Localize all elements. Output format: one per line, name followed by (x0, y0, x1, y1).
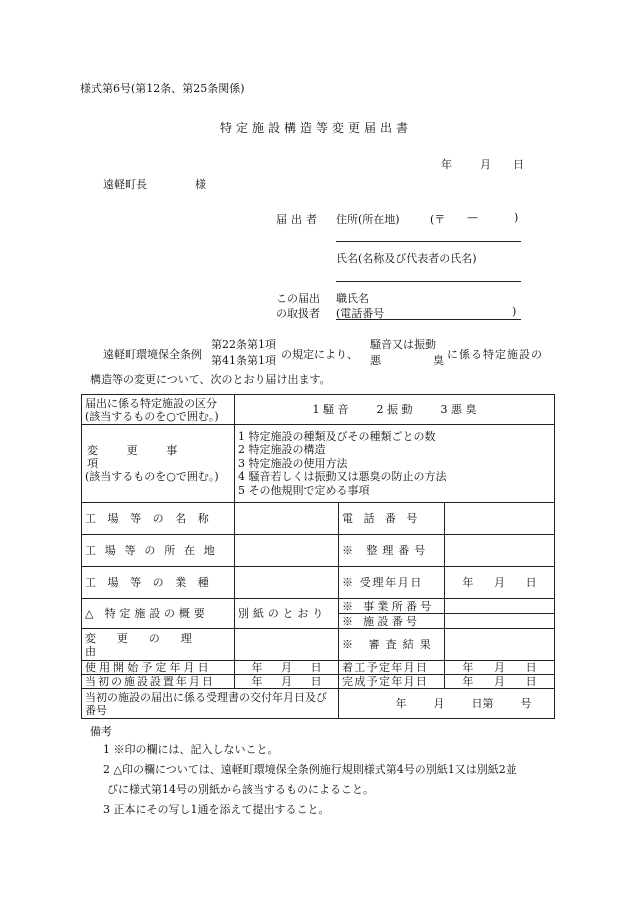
category-label-cell (82, 395, 235, 425)
completion-date-field[interactable] (445, 675, 555, 689)
ymd-month: 月 (493, 661, 505, 674)
form-number: 様式第6号(第12条、第25条関係) (80, 82, 245, 95)
notification-table (81, 394, 555, 719)
category-circle-note: (該当するものを○で囲む。) (85, 409, 219, 423)
original-install-field[interactable] (235, 675, 339, 689)
change-reason-field[interactable] (235, 629, 339, 661)
intro-article-2: 第41条第1項 (211, 354, 276, 367)
review-result-label: ※ 審査結果 (339, 629, 445, 661)
change-label-cell (82, 425, 235, 503)
table-row (82, 395, 555, 425)
table-row (82, 689, 555, 719)
factory-business-field[interactable] (235, 567, 339, 599)
table-row (82, 535, 555, 567)
addressee: 遠軽町長 (103, 178, 147, 191)
option-vibration[interactable]: 2 振 動 (376, 403, 413, 416)
intro-type-2a: 悪 (370, 354, 381, 367)
use-start-label: 使用開始予定年月日 (82, 661, 235, 675)
change-reason-label: 変更の理由 (82, 629, 235, 661)
handler-phone-close: ) (512, 305, 517, 318)
note-item: びに様式第14号の別紙から該当するものによること。 (107, 783, 374, 796)
ymd-year: 年 (251, 661, 263, 674)
ref-number-label: ※ 整理番号 (339, 535, 445, 567)
facility-number-label: ※ 施設番号 (339, 614, 445, 629)
construction-start-label: 着工予定年月日 (339, 661, 445, 675)
intro-ordinance: 遠軽町環境保全条例 (103, 348, 202, 361)
table-row (82, 599, 555, 614)
notes-list (103, 740, 517, 820)
ref-number-field (445, 535, 555, 567)
option-odor[interactable]: 3 悪 臭 (440, 403, 477, 416)
factory-address-field[interactable] (235, 535, 339, 567)
table-row (82, 503, 555, 535)
intro-suffix: に係る特定施設の (447, 348, 543, 361)
original-install-label: 当初の施設設置年月日 (82, 675, 235, 689)
intro-line-2: 構造等の変更について、次のとおり届け出ます。 (90, 373, 331, 386)
ymd-day-number: 日第 (471, 697, 494, 710)
change-items[interactable] (235, 425, 555, 503)
note-item: 1 ※印の欄には、記入しないこと。 (103, 743, 279, 756)
ymd-number-suffix: 号 (520, 697, 532, 710)
name-field[interactable] (336, 281, 521, 282)
table-row (82, 425, 555, 503)
ymd-month: 月 (493, 576, 505, 589)
intro-article-1: 第22条第1項 (211, 338, 276, 351)
table-row (82, 661, 555, 675)
original-receipt-field[interactable] (339, 689, 555, 719)
ymd-year: 年 (251, 675, 263, 688)
date-day-label: 日 (513, 158, 524, 171)
completion-date-label: 完成予定年月日 (339, 675, 445, 689)
notifier-label: 届出者 (276, 213, 321, 226)
factory-name-label: 工場等の名称 (82, 503, 235, 535)
date-month-label: 月 (480, 158, 491, 171)
category-options[interactable] (235, 395, 555, 425)
use-start-field[interactable] (235, 661, 339, 675)
office-number-field (445, 599, 555, 614)
intro-type-1: 騒音又は振動 (370, 338, 436, 351)
receipt-date-field (445, 567, 555, 599)
ymd-day: 日 (310, 661, 322, 674)
handler-label-2: の取扱者 (276, 307, 320, 320)
change-item[interactable]: 3 特定施設の使用方法 (238, 456, 348, 470)
intro-provision: の規定により、 (281, 348, 358, 361)
ymd-month: 月 (493, 675, 505, 688)
office-number-label: ※ 事業所番号 (339, 599, 445, 614)
phone-number-field[interactable] (445, 503, 555, 535)
page-title: 特定施設構造等変更届出書 (220, 121, 413, 135)
name-label: 氏名(名称及び代表者の氏名) (336, 252, 477, 265)
intro-type-2b: 臭 (433, 354, 444, 367)
change-circle-note: (該当するものを○で囲む。) (85, 470, 219, 483)
position-label: 職氏名 (336, 292, 369, 305)
phone-number-label: 電話番号 (339, 503, 445, 535)
factory-address-label: 工場等の所在地 (82, 535, 235, 567)
table-row (82, 629, 555, 661)
receipt-date-label: ※ 受理年月日 (339, 567, 445, 599)
change-item[interactable]: 4 騒音若しくは振動又は悪臭の防止の方法 (238, 470, 447, 484)
ymd-month: 月 (280, 661, 292, 674)
note-item: 3 正本にその写し1通を添えて提出すること。 (103, 803, 330, 816)
ymd-year: 年 (462, 675, 474, 688)
review-result-field (445, 629, 555, 661)
category-label: 届出に係る特定施設の区分 (85, 396, 217, 410)
change-item[interactable]: 2 特定施設の構造 (238, 443, 326, 457)
handler-phone-field[interactable] (336, 319, 521, 320)
handler-label-1: この届出 (276, 292, 320, 305)
address-field[interactable] (336, 241, 521, 242)
address-label: 住所(所在地) (336, 213, 400, 226)
table-row (82, 567, 555, 599)
facility-number-field (445, 614, 555, 629)
ymd-day: 日 (310, 675, 322, 688)
ymd-year: 年 (462, 661, 474, 674)
ymd-year: 年 (462, 576, 474, 589)
change-item[interactable]: 1 特定施設の種類及びその種類ごとの数 (238, 429, 436, 443)
separate-sheet-cell: 別紙のとおり (235, 599, 339, 629)
factory-business-label: 工場等の業種 (82, 567, 235, 599)
postal-dash: — (467, 211, 478, 224)
ymd-day: 日 (525, 675, 537, 688)
change-label: 変更事項 (87, 444, 206, 470)
construction-start-field[interactable] (445, 661, 555, 675)
facility-overview-label: △ 特定施設の概要 (82, 599, 235, 629)
ymd-day: 日 (525, 661, 537, 674)
postal-open: (〒 (430, 213, 446, 226)
ymd-month: 月 (433, 697, 445, 710)
postal-close: ) (514, 211, 519, 224)
option-noise[interactable]: 1 騒 音 (312, 403, 349, 416)
table-row (82, 675, 555, 689)
original-receipt-label: 当初の施設の届出に係る受理書の交付年月日及び番号 (82, 689, 339, 719)
factory-name-field[interactable] (235, 503, 339, 535)
note-item: 2 △印の欄については、遠軽町環境保全条例施行規則様式第4号の別紙1又は別紙2並 (103, 763, 517, 776)
ymd-year: 年 (395, 697, 407, 710)
handler-phone-label: (電話番号 (336, 307, 385, 320)
date-year-label: 年 (441, 158, 452, 171)
ymd-day: 日 (525, 576, 537, 589)
ymd-month: 月 (280, 675, 292, 688)
addressee-suffix: 様 (195, 178, 206, 191)
change-item[interactable]: 5 その他規則で定める事項 (238, 483, 370, 497)
notes-heading: 備考 (90, 725, 112, 738)
